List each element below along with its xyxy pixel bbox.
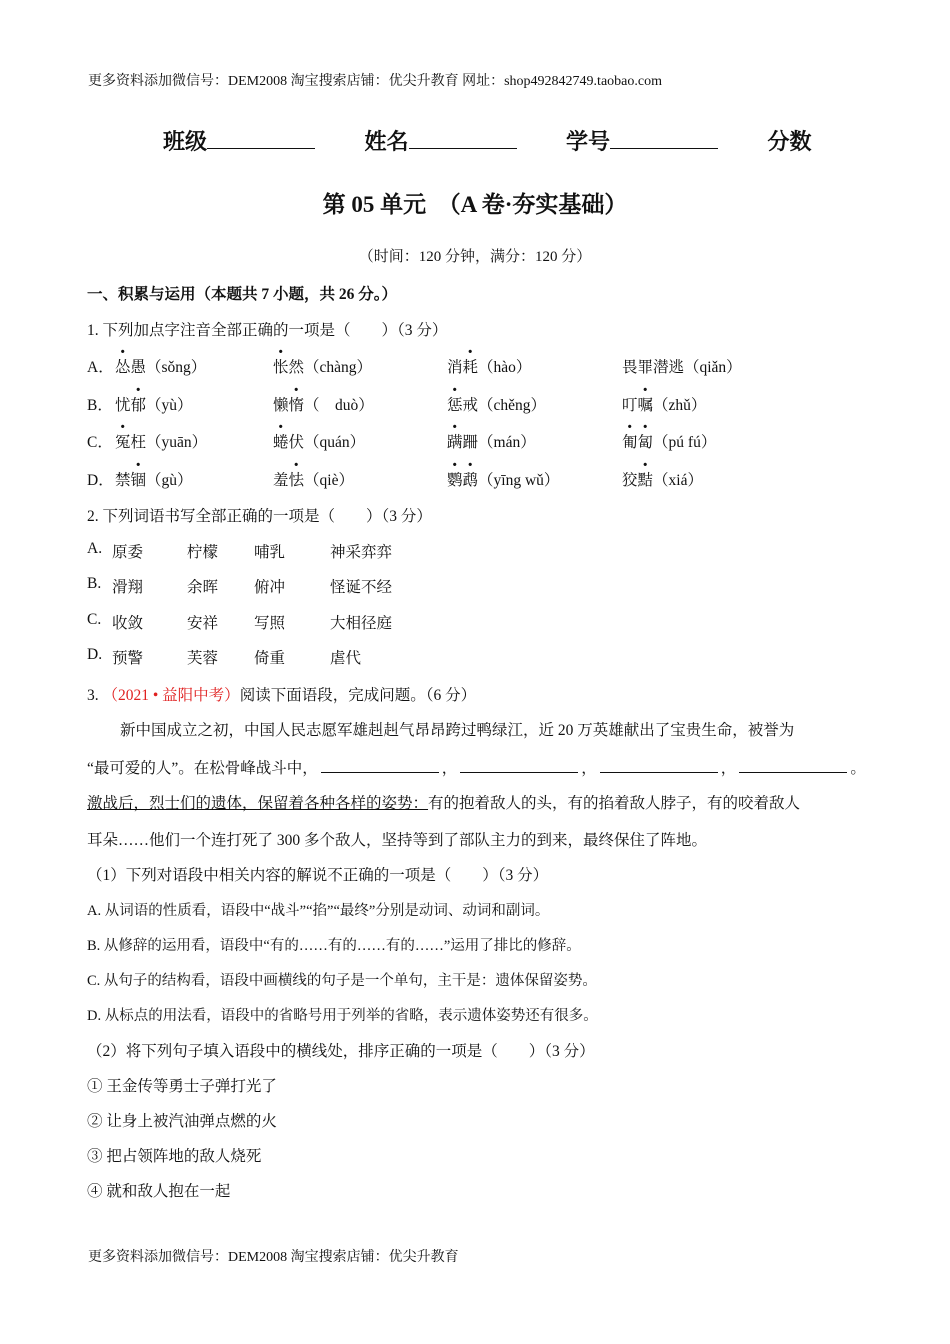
student-info-fields <box>163 125 812 156</box>
fill-blank-4[interactable] <box>739 758 847 773</box>
q3-sub2-item-1: ① 王金传等勇士子弹打光了 <box>87 1078 277 1095</box>
dotted-character: 匍匐 <box>622 434 654 451</box>
q1-option-item <box>115 430 207 452</box>
q3-source: （2021 • 益阳中考） <box>102 687 240 704</box>
fill-blank-2[interactable] <box>460 758 578 773</box>
item-text: 伏（quán） <box>288 434 366 451</box>
item-text: 跚（mán） <box>462 434 536 451</box>
name-label: 姓名 <box>364 129 409 154</box>
item-text: 狡 <box>622 472 638 489</box>
item-text: （yīng wǔ） <box>478 472 560 489</box>
comma: ， <box>581 760 597 777</box>
q2-option-word: 怪诞不经 <box>330 579 393 596</box>
q2-option-word: 倚重 <box>254 650 286 667</box>
id-label: 学号 <box>566 129 611 154</box>
item-text: （xiá） <box>653 472 703 489</box>
item-text: 叮 <box>622 397 638 414</box>
item-text: （qiè） <box>304 472 354 489</box>
page-header: 更多资料添加微信号：DEM2008 淘宝搜索店铺：优尖升教育 网址：shop492842749.taobao.com <box>88 74 662 89</box>
q3-paragraph-line-4: 耳朵……他们一个连打死了 300 多个敌人，坚持等到了部队主力的到来，最终保住了阵地。 <box>87 832 708 849</box>
q3-sub2-stem: （2）将下列句子填入语段中的横线处，排序正确的一项是（ ）（3 分） <box>87 1043 595 1060</box>
q3-sub1-option-d: D. 从标点的用法看，语段中的省略号用于列举的省略，表示遗体姿势还有很多。 <box>87 1008 598 1024</box>
dotted-character: 耗 <box>462 359 479 376</box>
class-label: 班级 <box>163 129 208 154</box>
item-text: 愚（sǒng） <box>130 359 207 376</box>
dotted-character: 惰 <box>288 397 305 414</box>
class-blank[interactable] <box>207 128 315 149</box>
q1-option-label: B． <box>87 397 113 414</box>
item-text: 枉（yuān） <box>130 434 208 451</box>
item-text: 消 <box>447 359 463 376</box>
q3-paragraph-line-2 <box>87 756 866 778</box>
q2-option-label: D. <box>87 646 103 663</box>
q1-option-label: A． <box>87 359 114 376</box>
q1-option-item <box>447 355 531 377</box>
q1-option-item <box>115 393 193 415</box>
q1-option-item <box>622 430 716 452</box>
q3-stem <box>87 683 476 705</box>
q3-p3-text: 有的抱着敌人的头，有的掐着敌人脖子，有的咬着敌人 <box>428 795 801 812</box>
q1-option-item <box>273 430 365 452</box>
dotted-character: 锢 <box>130 472 147 489</box>
q3-stem-text: 阅读下面语段，完成问题。（6 分） <box>239 687 477 704</box>
score-label: 分数 <box>767 129 812 154</box>
underlined-sentence: 激战后，烈士们的遗体，保留着各种各样的姿势： <box>87 795 429 812</box>
q1-option-item <box>115 355 206 377</box>
q2-option-word: 滑翔 <box>112 579 144 596</box>
q3-sub1-stem: （1）下列对语段中相关内容的解说不正确的一项是（ ）（3 分） <box>87 867 549 884</box>
q2-stem: 2. 下列词语书写全部正确的一项是（ ）（3 分） <box>87 508 432 525</box>
dotted-character: 黠 <box>637 472 654 489</box>
name-blank[interactable] <box>409 128 517 149</box>
item-text: （gù） <box>146 472 193 489</box>
q1-option-item <box>115 468 193 490</box>
q3-paragraph-line-3 <box>87 791 800 813</box>
q2-option-label: B. <box>87 575 102 592</box>
dotted-character: 郁 <box>130 397 147 414</box>
q2-option-word: 安祥 <box>187 615 219 632</box>
item-text: （zhǔ） <box>653 397 707 414</box>
comma: ， <box>720 760 737 777</box>
dotted-character: 怂 <box>115 359 131 376</box>
item-text: 忧 <box>115 397 131 414</box>
item-text: 戒（chěng） <box>462 397 547 414</box>
q1-option-item <box>622 393 706 415</box>
page-footer: 更多资料添加微信号：DEM2008 淘宝搜索店铺：优尖升教育 <box>88 1250 459 1265</box>
q3-number: 3. <box>87 687 99 704</box>
q2-option-word: 神采弈弈 <box>330 544 393 561</box>
q1-option-label: C． <box>87 434 113 451</box>
q1-option-item <box>622 355 742 377</box>
q3-sub2-item-4: ④ 就和敌人抱在一起 <box>87 1183 231 1200</box>
exam-time-info: （时间：120 分钟，满分：120 分） <box>358 249 592 265</box>
item-text: 懒 <box>273 397 289 414</box>
q1-option-item <box>447 468 559 490</box>
comma: ， <box>441 760 458 777</box>
section-heading: 一、积累与运用（本题共 7 小题，共 26 分。） <box>87 286 398 303</box>
fill-blank-1[interactable] <box>321 758 439 773</box>
q3-sub2-item-2: ② 让身上被汽油弹点燃的火 <box>87 1113 277 1130</box>
q2-option-word: 俯冲 <box>254 579 286 596</box>
dotted-character: 冤 <box>115 434 131 451</box>
q2-option-word: 预警 <box>112 650 144 667</box>
q1-option-item <box>273 393 374 415</box>
q1-option-item <box>447 430 536 452</box>
q2-option-word: 大相径庭 <box>330 615 393 632</box>
q2-option-word: 原委 <box>112 544 144 561</box>
dotted-character: 蹒 <box>447 434 463 451</box>
q3-p2-text: “最可爱的人”。在松骨峰战斗中， <box>87 760 318 777</box>
item-text: 畏罪潜逃（qiǎn） <box>622 359 742 376</box>
period: 。 <box>850 760 866 777</box>
item-text: 羞 <box>273 472 289 489</box>
item-text: （hào） <box>478 359 532 376</box>
dotted-character: 蜷 <box>273 434 289 451</box>
dotted-character: 惩 <box>447 397 463 414</box>
q1-option-item <box>622 468 703 490</box>
dotted-character: 怯 <box>288 472 305 489</box>
dotted-character: 嘱 <box>637 397 654 414</box>
item-text: （yù） <box>146 397 193 414</box>
dotted-character: 怅 <box>273 359 289 376</box>
item-text: （ duò） <box>304 397 374 414</box>
q1-option-item <box>447 393 546 415</box>
q1-option-item <box>273 468 354 490</box>
item-text: （pú fú） <box>653 434 717 451</box>
q2-option-word: 余晖 <box>187 579 219 596</box>
q1-option-item <box>273 355 372 377</box>
q2-option-word: 芙蓉 <box>187 650 219 667</box>
q3-sub1-option-c: C. 从句子的结构看，语段中画横线的句子是一个单句，主干是：遗体保留姿势。 <box>87 973 597 989</box>
item-text: 然（chàng） <box>288 359 373 376</box>
item-text: 禁 <box>115 472 131 489</box>
q3-sub1-option-a: A. 从词语的性质看，语段中“战斗”“掐”“最终”分别是动词、动词和副词。 <box>87 903 550 919</box>
q2-option-label: A. <box>87 540 103 557</box>
q2-option-label: C. <box>87 611 102 628</box>
fill-blank-3[interactable] <box>600 758 718 773</box>
dotted-character: 鹦鹉 <box>447 472 479 489</box>
q2-option-word: 哺乳 <box>254 544 286 561</box>
q2-option-word: 柠檬 <box>187 544 219 561</box>
q3-paragraph-line-1: 新中国成立之初，中国人民志愿军雄赳赳气昂昂跨过鸭绿江，近 20 万英雄献出了宝贵生命，被誉为 <box>120 722 795 739</box>
page-title: 第 05 单元 （A 卷·夯实基础） <box>322 192 628 217</box>
q3-sub2-item-3: ③ 把占领阵地的敌人烧死 <box>87 1148 262 1165</box>
q2-option-word: 写照 <box>254 615 286 632</box>
q1-option-label: D． <box>87 472 114 489</box>
q3-sub1-option-b: B. 从修辞的运用看，语段中“有的……有的……有的……”运用了排比的修辞。 <box>87 938 581 954</box>
id-blank[interactable] <box>610 128 718 149</box>
q2-option-word: 虐代 <box>330 650 362 667</box>
q2-option-word: 收敛 <box>112 615 144 632</box>
q1-stem: 1. 下列加点字注音全部正确的一项是（ ）（3 分） <box>87 322 448 339</box>
